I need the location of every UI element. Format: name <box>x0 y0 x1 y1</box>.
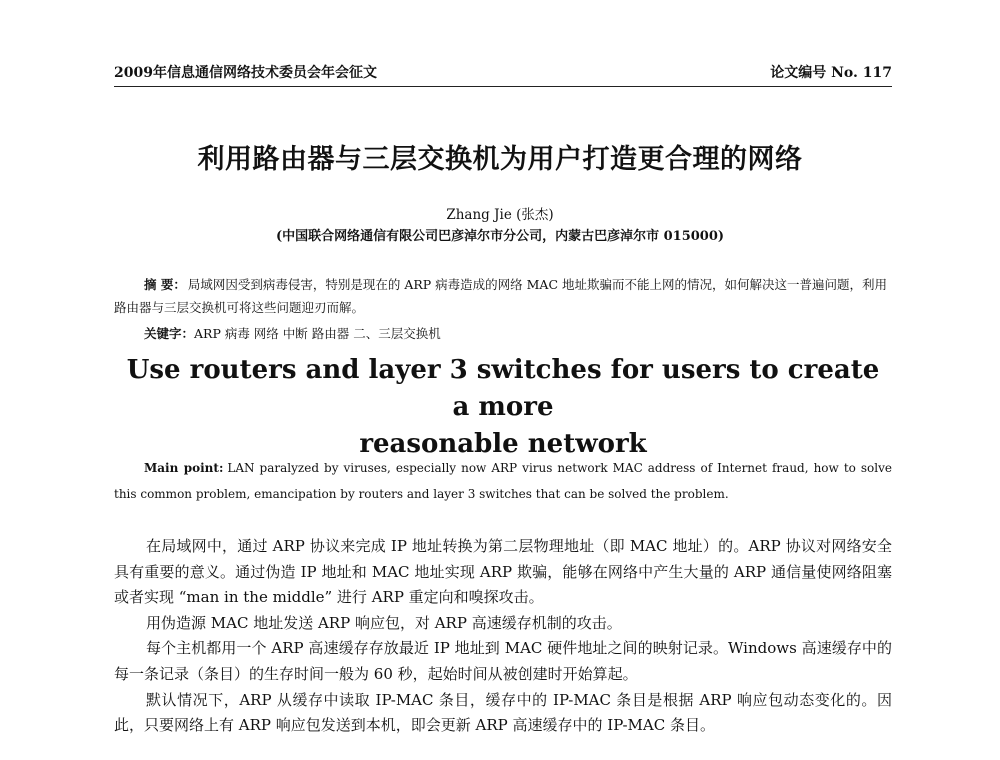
abstract-en <box>114 455 892 507</box>
body-paragraph: 默认情况下，ARP 从缓存中读取 IP-MAC 条目，缓存中的 IP-MAC 条目是根据 ARP 响应包动态变化的。因此，只要网络上有 ARP 响应包发送到本机，即会更新 ARP 高速缓存中的 IP-MAC 条目。 <box>114 690 892 735</box>
keywords-label: 关键字： <box>144 326 195 341</box>
header-conference: 2009年信息通信网络技术委员会年会征文 <box>114 65 377 81</box>
body-paragraph: 用伪造源 MAC 地址发送 ARP 响应包，对 ARP 高速缓存机制的攻击。 <box>146 613 622 632</box>
author: Zhang Jie (张杰) <box>446 207 554 223</box>
title-english-line-2: reasonable network <box>359 429 647 459</box>
title-english <box>114 352 892 463</box>
abstract-text: 局域网因受到病毒侵害，特别是现在的 ARP 病毒造成的网络 MAC 地址欺骗而不能上网的情况，如何解决这一普遍问题，利用路由器与三层交换机可将这些问题迎刃而解。 <box>114 277 887 315</box>
affiliation: (中国联合网络通信有限公司巴彦淖尔市分公司，内蒙古巴彦淖尔市 015000) <box>275 229 725 244</box>
abstract-cn <box>114 273 892 319</box>
body-text <box>114 534 892 739</box>
header-paper-number: 论文编号 No. 117 <box>770 65 892 81</box>
main-point-label: Main point: <box>144 461 224 475</box>
main-point-text: LAN paralyzed by viruses, especially now ARP virus network MAC address of Internet fraud, how to solve this common problem, emancipation by routers and layer 3 switches that can be solved the problem. <box>114 461 892 501</box>
abstract-label: 摘 要： <box>144 277 186 292</box>
running-header <box>114 62 892 87</box>
keywords <box>144 324 892 342</box>
keywords-text: ARP 病毒 网络 中断 路由器 二、三层交换机 <box>194 326 441 341</box>
body-paragraph: 在局域网中，通过 ARP 协议来完成 IP 地址转换为第二层物理地址（即 MAC 地址）的。ARP 协议对网络安全具有重要的意义。通过伪造 IP 地址和 MAC 地址实现 ARP 欺骗，能够在网络中产生大量的 ARP 通信量使网络阻塞或者实现 “man in the middle” 进行 ARP 重定向和嗅探攻击。 <box>114 537 892 607</box>
title-chinese: 利用路由器与三层交换机为用户打造更合理的网络 <box>197 144 803 175</box>
title-english-line-1: Use routers and layer 3 switches for users to create a more <box>126 355 880 422</box>
body-paragraph: 每个主机都用一个 ARP 高速缓存存放最近 IP 地址到 MAC 硬件地址之间的映射记录。Windows 高速缓存中的每一条记录（条目）的生存时间一般为 60 秒，起始时间从被创建时开始算起。 <box>114 639 892 683</box>
